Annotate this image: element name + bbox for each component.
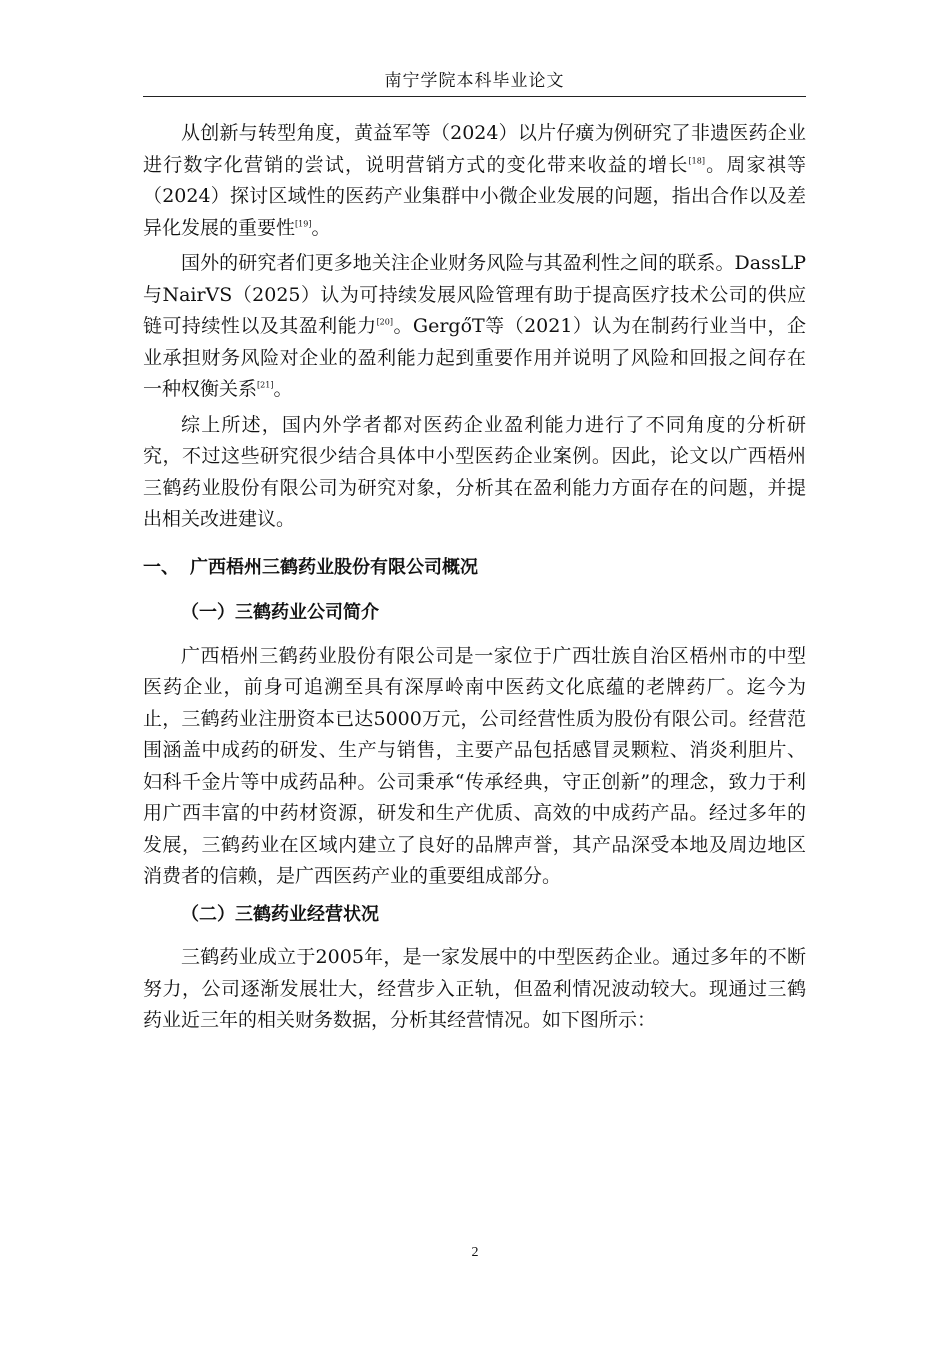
subsection-heading-company-profile: （一）三鹤药业公司简介 bbox=[181, 602, 379, 623]
section-number: 一、 bbox=[143, 556, 179, 578]
paragraph-domestic-innovation bbox=[143, 118, 806, 244]
document-body bbox=[143, 118, 806, 1041]
section-title: 广西梧州三鹤药业股份有限公司概况 bbox=[190, 556, 478, 578]
citation-20: [20] bbox=[376, 317, 393, 327]
citation-18: [18] bbox=[688, 156, 705, 166]
paragraph-text: 。 bbox=[273, 378, 293, 400]
page-header-title: 南宁学院本科毕业论文 bbox=[384, 71, 565, 91]
paragraph-text: 三鹤药业成立于2005年，是一家发展中的中型医药企业。通过多年的不断努力，公司逐渐发展壮大，经营步入正轨，但盈利情况波动较大。现通过三鹤药业近三年的相关财务数据，分析其经营情况。如下图所示： bbox=[143, 946, 806, 1031]
paragraph-text: 。周家祺等（2024）探讨区域性的医药产业集群中小微企业发展的问题，指出合作以及差异化发展的重要性 bbox=[143, 153, 806, 239]
paragraph-text: 从创新与转型角度，黄益军等（2024）以片仔癀为例研究了非遗医药企业进行数字化营销的尝试，说明营销方式的变化带来收益的增长 bbox=[143, 122, 806, 176]
paragraph-operations bbox=[143, 942, 806, 1037]
section-heading-1 bbox=[143, 552, 806, 584]
subsection-heading-operations: （二）三鹤药业经营状况 bbox=[181, 903, 379, 925]
paragraph-text: 。GergőT等（2021）认为在制药行业当中，企业承担财务风险对企业的盈利能力起到重要作用并说明了风险和回报之间存在一种权衡关系 bbox=[143, 315, 806, 400]
paragraph-summary bbox=[143, 410, 806, 536]
paragraph-company-profile bbox=[143, 641, 806, 893]
paragraph-text: 广西梧州三鹤药业股份有限公司是一家位于广西壮族自治区梧州市的中型医药企业，前身可追溯至具有深厚岭南中医药文化底蕴的老牌药厂。迄今为止，三鹤药业注册资本已达5000万元，公司经营性质为股份有限公司。经营范围涵盖中成药的研发、生产与销售，主要产品包括感冒灵颗粒、消炎利胆片、妇科千金片等中成药品种。公司秉承“传承经典，守正创新”的理念，致力于利用广西丰富的中药材资源，研发和生产优质、高效的中成药产品。经过多年的发展，三鹤药业在区域内建立了良好的品牌声誉，其产品深受本地及周边地区消费者的信赖，是广西医药产业的重要组成部分。 bbox=[143, 644, 806, 887]
citation-21: [21] bbox=[257, 380, 274, 390]
citation-19: [19] bbox=[295, 219, 312, 229]
page-number: 2 bbox=[471, 1245, 479, 1260]
paragraph-foreign-research bbox=[143, 248, 806, 406]
paragraph-text: 综上所述，国内外学者都对医药企业盈利能力进行了不同角度的分析研究，不过这些研究很少结合具体中小型医药企业案例。因此，论文以广西梧州三鹤药业股份有限公司为研究对象，分析其在盈利能力方面存在的问题，并提出相关改进建议。 bbox=[143, 413, 806, 530]
paragraph-text: 国外的研究者们更多地关注企业财务风险与其盈利性之间的联系。DassLP与NairVS（2025）认为可持续发展风险管理有助于提高医疗技术公司的供应链可持续性以及其盈利能力 bbox=[143, 252, 806, 337]
header-divider bbox=[143, 96, 806, 97]
paragraph-text: 。 bbox=[311, 216, 331, 239]
